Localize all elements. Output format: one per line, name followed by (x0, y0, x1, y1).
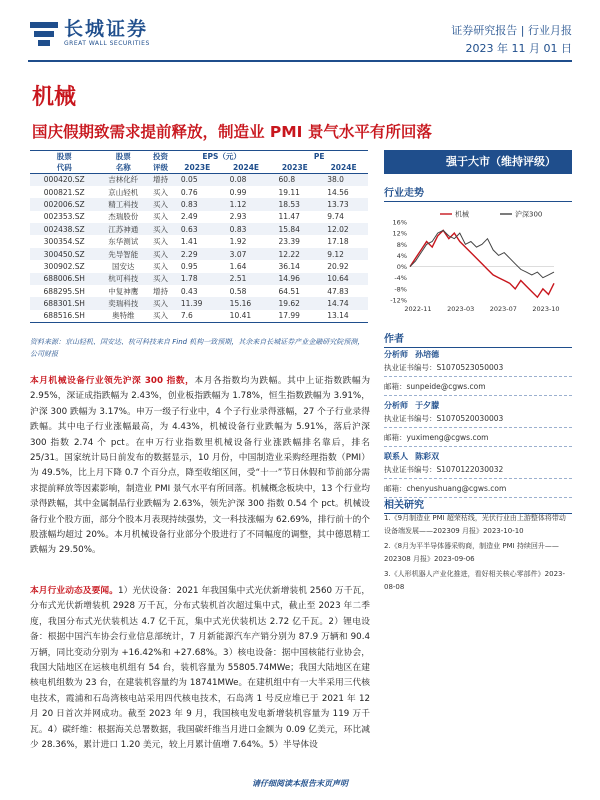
related-item[interactable]: 1.《9月制造业 PMI 超荣枯线，光伏行业由上游整体将带动设备端发展——202309 月报》2023-10-10 (384, 514, 566, 535)
table-source-note: 资料来源：京山轻机、国安达、杭可科技来自 Find 机构一致预期，其余来自长城证券产业金融研究院预测，公司财报 (30, 338, 365, 358)
table-cell: 19.11 (278, 187, 300, 197)
table-cell: 买入 (148, 310, 173, 322)
author-entry (384, 399, 572, 447)
related-item[interactable]: 3.《人形机器人产业化推进，看好相关核心零部件》2023-08-08 (384, 570, 566, 591)
authors-heading: 作者 (384, 330, 572, 348)
table-cell: 东华测试 (108, 237, 139, 247)
table-cell: 13.14 (319, 310, 368, 322)
great-wall-logo-icon (30, 20, 58, 46)
col-subheader: 2024E (222, 162, 271, 174)
table-cell: 京山轻机 (108, 187, 139, 197)
table-cell: 买入 (148, 248, 173, 260)
author-name: 陈彩双 (415, 452, 440, 461)
table-cell: 300902.SZ (43, 261, 85, 271)
author-role: 联系人 (384, 452, 408, 461)
page-header (0, 0, 600, 60)
table-cell: 杭可科技 (99, 273, 149, 285)
report-date: 2023 年 11 月 01 日 (465, 42, 572, 55)
table-cell: 3.07 (222, 248, 271, 260)
author-cert: 执业证书编号：S1070122030032 (384, 465, 504, 474)
table-cell: 13.73 (319, 198, 368, 210)
x-tick-label: 2022-11 (404, 305, 432, 313)
table-cell: 买入 (153, 237, 168, 247)
table-cell: 688295.SH (43, 286, 85, 296)
table-cell: 36.14 (278, 261, 300, 271)
y-tick-label: -8% (394, 285, 407, 294)
table-cell: 杰瑞股份 (108, 212, 139, 222)
table-subheader-row (30, 162, 368, 174)
col-subheader: 名称 (99, 162, 149, 174)
table-cell: 0.05 (173, 174, 222, 186)
table-cell: 000821.SZ (43, 187, 85, 197)
table-cell: 1.12 (222, 198, 271, 210)
legend-label: 沪深300 (515, 210, 543, 219)
author-role: 分析师 (384, 350, 408, 359)
col-subheader: 2024E (319, 162, 368, 174)
table-row (30, 198, 368, 210)
table-cell: 002006.SZ (30, 198, 99, 210)
table-row (30, 285, 368, 297)
table-cell: 买入 (148, 297, 173, 309)
table-cell: 国安达 (112, 261, 135, 271)
author-cert: 执业证书编号：S1070523050003 (384, 363, 504, 372)
table-cell: 14.56 (327, 187, 349, 197)
table-cell: 14.74 (319, 297, 368, 309)
table-cell: 0.99 (229, 187, 247, 197)
table-cell: 奕瑞科技 (99, 297, 149, 309)
table-cell: 1.64 (229, 261, 247, 271)
author-email[interactable]: 邮箱：yuximeng@cgws.com (384, 433, 489, 442)
col-subheader: 2023E (270, 162, 319, 174)
table-cell: 002438.SZ (30, 223, 99, 235)
table-cell: 60.8 (270, 174, 319, 186)
paragraph-lead: 本月行业动态及要闻。 (30, 586, 119, 596)
table-cell: 买入 (153, 212, 168, 222)
author-entry (384, 348, 572, 396)
table-cell: 买入 (148, 198, 173, 210)
logo-cn-text: 长城证券 (64, 18, 149, 40)
table-cell: 买入 (153, 261, 168, 271)
table-cell: 300354.SZ (43, 237, 85, 247)
industry-trend-chart (384, 208, 572, 314)
table-cell: 2.51 (222, 273, 271, 285)
report-title: 国庆假期致需求提前释放，制造业 PMI 景气水平有所回落 (32, 123, 432, 141)
author-cert: 执业证书编号：S1070520030003 (384, 414, 504, 423)
table-cell: 吉林化纤 (99, 174, 149, 186)
y-tick-label: 12% (392, 229, 407, 238)
legend-label: 机械 (455, 210, 469, 219)
table-cell: 000420.SZ (30, 174, 99, 186)
table-cell: 19.62 (270, 297, 319, 309)
table-cell: 中复神鹰 (108, 286, 139, 296)
author-email[interactable]: 邮箱：sunpeide@cgws.com (384, 382, 486, 391)
table-cell: 7.6 (173, 310, 222, 322)
company-logo (30, 18, 150, 47)
table-row (30, 248, 368, 260)
table-cell: 15.16 (222, 297, 271, 309)
table-row (30, 235, 368, 247)
table-cell: 10.64 (319, 273, 368, 285)
table-row (30, 310, 368, 322)
table-cell: 64.51 (278, 286, 300, 296)
table-header-row (30, 151, 368, 163)
table-cell: 18.53 (270, 198, 319, 210)
table-cell: 0.83 (173, 198, 222, 210)
author-entry (384, 450, 572, 498)
related-research-heading: 相关研究 (384, 496, 572, 514)
table-cell: 11.47 (278, 212, 300, 222)
table-cell: 2.93 (229, 212, 247, 222)
y-tick-label: 8% (396, 240, 407, 249)
page-footer-disclaimer: 请仔细阅读本报告末页声明 (252, 779, 348, 788)
table-cell: 1.92 (229, 237, 247, 247)
table-row (30, 174, 368, 186)
trend-heading: 行业走势 (384, 184, 572, 202)
table-cell: 买入 (148, 273, 173, 285)
table-cell: 300450.SZ (30, 248, 99, 260)
paragraph-text: 本月各指数均为跌幅。其中上证指数跌幅为 2.95%，深证成指跌幅为 2.43%，创业板指跌幅为 1.78%，恒生指数跌幅为 3.91%，沪深 300 跌幅为 3.17%。申万一级子行业中，4 个子行业录得涨幅，27 个子行业录得跌幅。其中电子行业涨幅最高，为 4.43%，机械设备行业跌幅为 5.91%，落后沪深 300 指数 2.74 个 pct。在申万行业指数里机械设备行业涨跌幅排名靠后，排名 25/31。国家统计局日前发布的数据显示，10 月份，中国制造业采购经理指数（PMI）为 49.5%，比上月下降 0.7 个百分点，降至收缩区间，受“十一”节日休假和节前部分需求提前释放等因素影响，制造业 PMI 景气水平有所回落。机械概念板块中，13 个行业均录得跌幅，其中金属制品行业跌幅为 2.63%，领先沪深 300 指数 0.54 个 pct。机械设备行业个股方面，部分个股本月表现持续强势，文一科技涨幅为 62.69%，排行前十的个股涨幅均超过 20%。本月机械设备行业部分个股进行了不同幅度的调整，其中德恩精工跌幅为 29.50%。 (30, 376, 371, 556)
table-cell: 47.83 (327, 286, 349, 296)
header-divider (28, 60, 572, 62)
report-type: 证券研究报告 | 行业月报 (451, 24, 572, 37)
series-line-1 (410, 230, 554, 277)
y-tick-label: 0% (396, 263, 407, 272)
table-cell: 38.0 (319, 174, 368, 186)
table-cell: 688006.SH (30, 273, 99, 285)
table-cell: 增持 (148, 174, 173, 186)
table-cell: 002353.SZ (43, 212, 85, 222)
table-cell: 0.83 (222, 223, 271, 235)
related-item[interactable]: 2.《8月为平半导体器采购商，制造业 PMI 持续回升——202308 月报》2023-09-06 (384, 542, 559, 563)
table-cell: 江苏神通 (99, 223, 149, 235)
series-line-0 (410, 230, 554, 297)
col-header-eps: EPS（元） (173, 151, 271, 163)
author-role: 分析师 (384, 401, 408, 410)
table-cell: 0.08 (222, 174, 271, 186)
table-cell: 15.84 (270, 223, 319, 235)
table-row (30, 297, 368, 309)
table-cell: 先导智能 (99, 248, 149, 260)
table-cell: 2.49 (180, 212, 198, 222)
table-cell: 688516.SH (30, 310, 99, 322)
y-tick-label: -4% (394, 274, 407, 283)
table-cell: 1.41 (180, 237, 198, 247)
summary-paragraph-2 (30, 584, 370, 753)
x-tick-label: 2023-03 (447, 305, 475, 313)
table-cell: 买入 (153, 187, 168, 197)
stock-recommendation-table (30, 150, 368, 323)
y-tick-label: 16% (392, 218, 407, 227)
author-name: 孙培德 (415, 350, 440, 359)
col-header-name: 股票 (99, 151, 149, 163)
industry-rating-badge: 强于大市（维持评级） (384, 150, 572, 174)
table-row (30, 260, 368, 272)
table-cell: 23.39 (278, 237, 300, 247)
table-cell: 9.12 (319, 248, 368, 260)
table-cell: 2.29 (173, 248, 222, 260)
table-cell: 11.39 (173, 297, 222, 309)
table-cell: 0.95 (180, 261, 198, 271)
paragraph-lead: 本月机械设备行业领先沪深 300 指数， (30, 376, 195, 386)
col-subheader: 代码 (30, 162, 99, 174)
author-list (384, 348, 572, 501)
table-cell: 20.92 (327, 261, 349, 271)
industry-name: 机械 (32, 85, 77, 110)
table-cell: 0.76 (180, 187, 198, 197)
paragraph-text: 1）光伏设备：2021 年我国集中式光伏新增装机 2560 万千瓦，分布式光伏新增装机 2928 万千瓦，分布式装机首次超过集中式，截止至 2023 年二季度，我国分布式光伏装机达 4.7 亿千瓦，集中式光伏装机达 2.72 亿千瓦。2）锂电设备：根据中国汽车协会行业信息部统计，7 月新能源汽车产销分别为 87.9 万辆和 90.4 万辆，同比变动分别为 +16.42%和 +27.68%。3）核电设备：据中国核能行业协会，我国大陆地区在运核电机组有 54 台，装机容量为 55805.74MWe；我国大陆地区在建核电机组数为 23 台，在建装机容量约为 18741MWe。在建机组中有一大半采用三代核电技术，霞浦和石岛湾核电站采用四代核电技术，石岛湾 1 号反应堆已于 2021 年 12 月 20 日首次并网成功。截至 2023 年 9 月，我国核电发电新增装机容量为 119 万千瓦。4）碳纤维：根据海关总署数据，我国碳纤维当月进口金额为 0.09 亿美元，环比减少 28.36%，累计进口 1.20 美元，较上月累计值增 7.64%。5）半导体设 (30, 586, 371, 751)
table-row (30, 223, 368, 235)
table-cell: 增持 (153, 286, 168, 296)
table-cell: 1.78 (173, 273, 222, 285)
table-cell: 0.63 (173, 223, 222, 235)
col-subheader: 2023E (173, 162, 222, 174)
table-cell: 12.22 (270, 248, 319, 260)
table-cell: 12.02 (319, 223, 368, 235)
author-name: 于夕朦 (415, 401, 440, 410)
col-subheader: 评级 (148, 162, 173, 174)
logo-en-text: GREAT WALL SECURITIES (64, 40, 150, 47)
table-cell: 精工科技 (99, 198, 149, 210)
x-tick-label: 2023-07 (489, 305, 517, 313)
col-header-rating: 投资 (148, 151, 173, 163)
table-row (30, 211, 368, 223)
table-cell: 0.43 (180, 286, 198, 296)
x-tick-label: 2023-10 (532, 305, 560, 313)
y-tick-label: 4% (396, 251, 407, 260)
table-cell: 17.99 (270, 310, 319, 322)
table-row (30, 186, 368, 198)
table-cell: 买入 (148, 223, 173, 235)
author-email[interactable]: 邮箱：chenyushuang@cgws.com (384, 484, 507, 493)
table-cell: 9.74 (327, 212, 344, 222)
y-tick-label: -12% (390, 296, 407, 305)
table-row (30, 273, 368, 285)
table-cell: 奥特维 (99, 310, 149, 322)
table-cell: 0.58 (229, 286, 247, 296)
table-cell: 17.18 (327, 237, 349, 247)
related-research-list (384, 512, 572, 596)
table-cell: 688301.SH (30, 297, 99, 309)
table-cell: 14.96 (270, 273, 319, 285)
col-header-code: 股票 (30, 151, 99, 163)
col-header-pe: PE (270, 151, 368, 163)
summary-paragraph-1 (30, 374, 370, 559)
table-cell: 10.41 (222, 310, 271, 322)
